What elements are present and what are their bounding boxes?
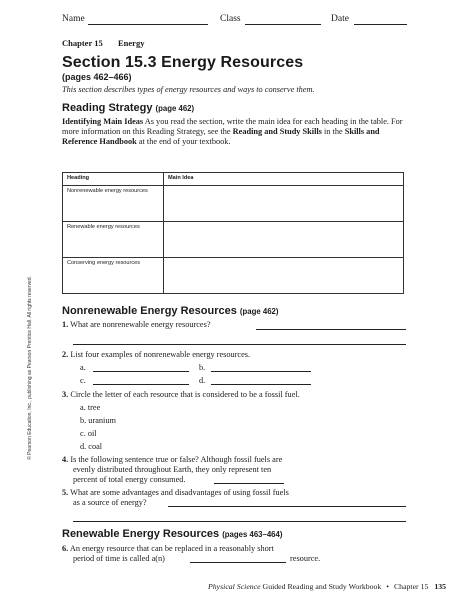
q2-text: List four examples of nonrenewable energy resources. [70,350,251,359]
main-idea-cell-conserving[interactable] [164,258,404,294]
q2-blank-b-label: b. [199,363,206,372]
nonrenewable-heading [62,305,278,317]
reading-strategy-title: Reading Strategy [62,102,153,114]
main-idea-table [62,172,404,294]
q2-number: 2. [62,350,69,359]
question-6 [62,544,407,555]
chapter-topic: Energy [118,38,145,48]
q2-blank-c-label: c. [80,376,86,385]
q1-number: 1. [62,320,69,329]
q5-line-2: as a source of energy? [73,498,147,507]
q4-line-1: Is the following sentence true or false? Although fossil fuels are [70,455,283,464]
question-5 [62,488,407,499]
q2-blank-d[interactable] [211,384,311,385]
q3-option-b[interactable]: b. uranium [80,416,116,425]
q5-line-1: What are some advantages and disadvantages of using fossil fuels [70,488,289,497]
renewable-heading [62,528,282,540]
date-field-line[interactable] [354,24,407,25]
date-label: Date [331,14,349,24]
q3-number: 3. [62,390,69,399]
question-2 [62,350,250,361]
strategy-lead: Identifying Main Ideas [62,117,144,126]
q4-number: 4. [62,455,69,464]
section-title: Section 15.3 Energy Resources [62,54,304,71]
reading-strategy-pages: (page 462) [155,104,195,113]
footer-book-rest: Guided Reading and Study Workbook [260,582,382,591]
page-footer [208,582,446,591]
q5-answer-line-2[interactable] [73,521,406,522]
q4-line-3: percent of total energy consumed. [73,475,186,484]
q4-line-2: evenly distributed throughout Earth, they only represent ten [73,465,272,474]
nonrenewable-title: Nonrenewable Energy Resources [62,305,237,317]
question-3 [62,390,300,401]
q1-answer-line-1[interactable] [256,329,406,330]
q5-answer-line-1[interactable] [168,506,406,507]
q4-answer-line[interactable] [214,483,284,484]
footer-book-italic: Physical Science [208,582,261,591]
q3-text: Circle the letter of each resource that is considered to be a fossil fuel. [70,390,300,399]
q3-option-c[interactable]: c. oil [80,429,97,438]
q1-text: What are nonrenewable energy resources? [70,320,211,329]
q3-option-d[interactable]: d. coal [80,442,103,451]
class-label: Class [220,14,241,24]
strategy-text-2: in the [321,127,345,136]
q2-blank-a-label: a. [80,363,86,372]
main-idea-cell-renewable[interactable] [164,222,404,258]
strategy-text-1: As you read the section, write the main idea for each heading in the table. For more information on this Reading Strategy, see the [62,117,403,136]
q1-answer-line-2[interactable] [73,344,406,345]
chapter-label: Chapter 15 [62,38,103,48]
q6-line-2-end: resource. [290,554,321,563]
q3-option-a[interactable]: a. tree [80,403,101,412]
main-idea-cell-nonrenewable[interactable] [164,186,404,222]
renewable-title: Renewable Energy Resources [62,528,220,540]
q6-number: 6. [62,544,69,553]
copyright-notice: © Pearson Education, Inc., publishing as Pearson Prentice Hall. All rights reserved. [27,276,33,460]
col-heading: Heading [63,173,164,186]
nonrenewable-pages: (page 462) [239,307,279,316]
col-main-idea: Main Idea [164,173,404,186]
table-row [63,222,404,258]
footer-chapter: Chapter 15 [393,582,429,591]
q2-blank-b[interactable] [211,371,311,372]
row-heading-nonrenewable: Nonrenewable energy resources [63,186,164,222]
reading-strategy-instructions [62,117,407,147]
footer-page-number: 135 [434,582,447,591]
footer-bullet: • [386,582,390,591]
strategy-bold-2: Skills and Reference Handbook [62,127,380,146]
row-heading-conserving: Conserving energy resources [63,258,164,294]
class-field-line[interactable] [245,24,321,25]
name-field-line[interactable] [88,24,208,25]
table-header-row [63,173,404,186]
section-pages: (pages 462–466) [62,72,132,82]
strategy-text-3: at the end of your textbook. [136,137,231,146]
q6-answer-line[interactable] [190,562,286,563]
table-row [63,258,404,294]
name-label: Name [62,14,85,24]
q5-number: 5. [62,488,69,497]
q2-blank-a[interactable] [93,371,189,372]
strategy-bold-1: Reading and Study Skills [232,127,322,136]
renewable-pages: (pages 463–464) [222,530,283,539]
question-1 [62,320,211,331]
q2-blank-c[interactable] [93,384,189,385]
table-row [63,186,404,222]
question-4 [62,455,407,466]
reading-strategy-heading [62,102,194,114]
q2-blank-d-label: d. [199,376,206,385]
section-description: This section describes types of energy resources and ways to conserve them. [62,85,315,94]
q6-line-2: period of time is called a(n) [73,554,165,563]
row-heading-renewable: Renewable energy resources [63,222,164,258]
q6-line-1: An energy resource that can be replaced in a reasonably short [69,544,274,553]
